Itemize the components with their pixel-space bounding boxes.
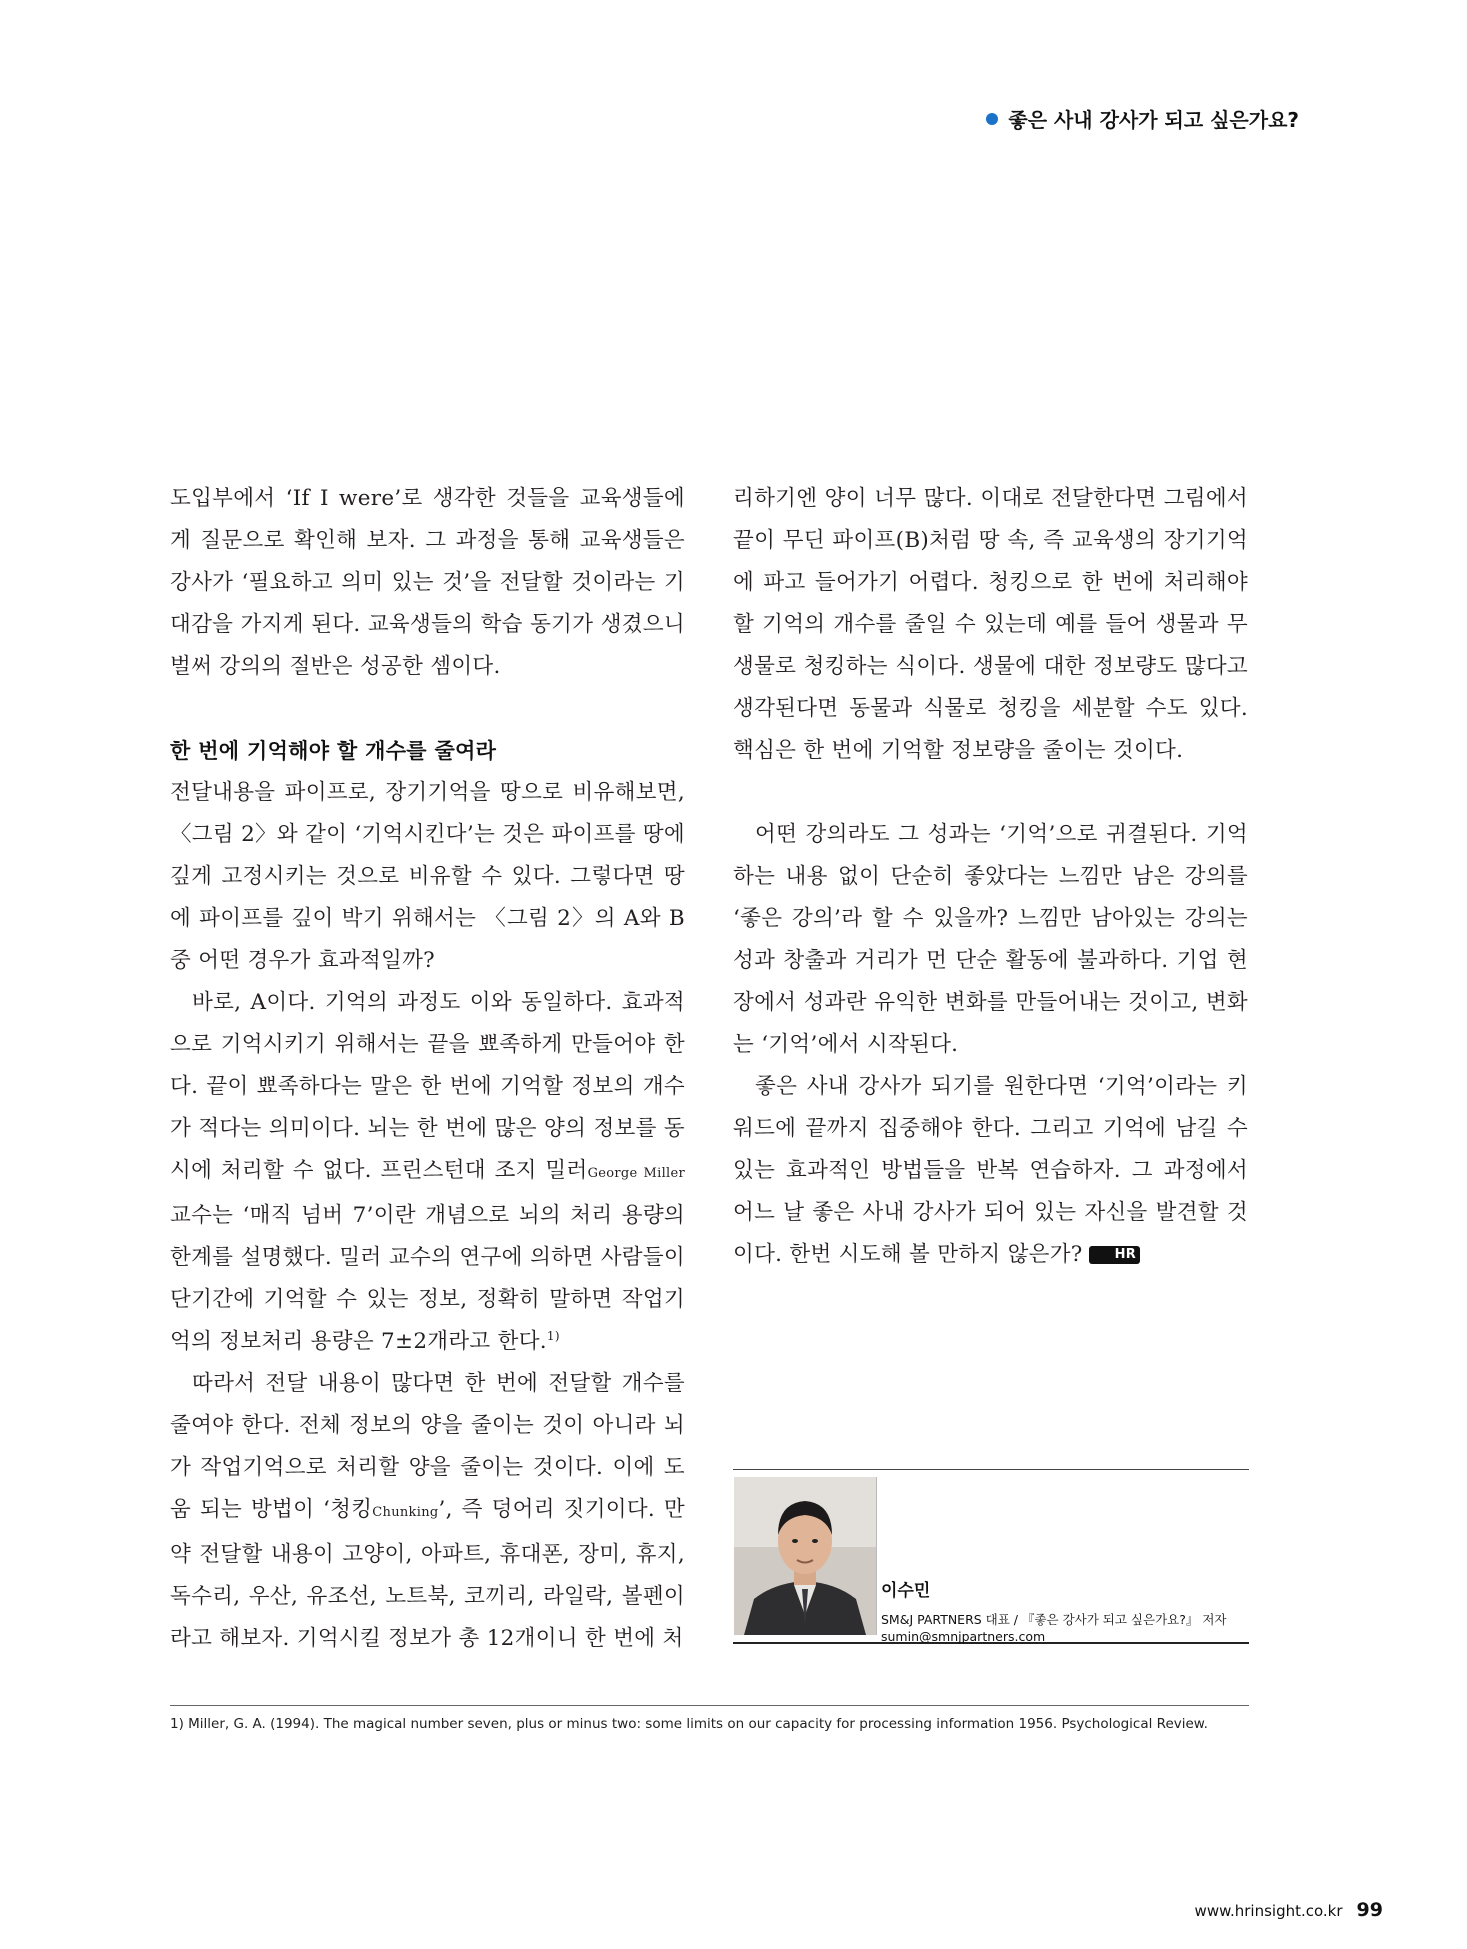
- author-info: [881, 1576, 1226, 1645]
- author-name: 이수민: [881, 1581, 931, 1601]
- text-run: 좋은 사내 강사가 되기를 원한다면 ‘기억’이라는 키워드에 끝까지 집중해야 한다. 그리고 기억에 남길 수 있는 효과적인 방법들을 반복 연습하자. 그 과정에서 어느 날 좋은 사내 강사가 되어 있는 자신을 발견할 것이다. 한번 시도해 볼 만하지 않은가?: [733, 1074, 1248, 1267]
- paragraph: 어떤 강의라도 그 성과는 ‘기억’으로 귀결된다. 기억하는 내용 없이 단순히 좋았다는 느낌만 남은 강의를 ‘좋은 강의’라 할 수 있을까? 느낌만 남아있는 강의는 성과 창출과 거리가 먼 단순 활동에 불과하다. 기업 현장에서 성과란 유익한 변화를 만들어내는 것이고, 변화는 ‘기억’에서 시작된다.: [733, 822, 1248, 1057]
- hr-logo-icon: HR: [1089, 1246, 1141, 1264]
- footnote-ref: 1): [546, 1328, 560, 1343]
- footnote: 1) Miller, G. A. (1994). The magical number seven, plus or minus two: some limits on our capacity for processing information 1956. Psychological Review.: [170, 1716, 1208, 1732]
- text-run: 따라서 전달 내용이 많다면 한 번에 전달할 개수를 줄여야 한다. 전체 정보의 양을 줄이는 것이 아니라 뇌가 작업기억으로 처리할 양을 줄이는 것이다. 이에 도움 되는 방법이 ‘청킹: [170, 1371, 685, 1522]
- paragraph: [733, 1066, 1248, 1276]
- footnote-divider: [170, 1705, 1249, 1706]
- text-run: 바로, A이다. 기억의 과정도 이와 동일하다. 효과적으로 기억시키기 위해서는 끝을 뾰족하게 만들어야 한다. 끝이 뾰족하다는 말은 한 번에 기억할 정보의 개수가 적다는 의미이다. 뇌는 한 번에 많은 양의 정보를 동시에 처리할 수 없다. 프린스턴대 조지 밀러: [170, 990, 685, 1183]
- paragraph: [170, 982, 685, 1363]
- author-box: [733, 1469, 1249, 1644]
- footer-url: www.hrinsight.co.kr: [1194, 1902, 1343, 1920]
- paragraph: 리하기엔 양이 너무 많다. 이대로 전달한다면 그림에서 끝이 무딘 파이프(B)처럼 땅 속, 즉 교육생의 장기기억에 파고 들어가기 어렵다. 청킹으로 한 번에 처리해야 할 기억의 개수를 줄일 수 있는데 예를 들어 생물과 무생물로 청킹하는 식이다. 생물에 대한 정보량도 많다고 생각된다면 동물과 식물로 청킹을 세분할 수도 있다. 핵심은 한 번에 기억할 정보량을 줄이는 것이다.: [733, 486, 1248, 763]
- left-column: [170, 478, 685, 1660]
- text-run: 교수는 ‘매직 넘버 7’이란 개념으로 뇌의 처리 용량의 한계를 설명했다. 밀러 교수의 연구에 의하면 사람들이 단기간에 기억할 수 있는 정보, 정확히 말하면 작업기억의 정보처리 용량은 7±2개라고 한다.: [170, 1203, 685, 1354]
- paragraph: 전달내용을 파이프로, 장기기억을 땅으로 비유해보면, 〈그림 2〉와 같이 ‘기억시킨다’는 것은 파이프를 땅에 깊게 고정시키는 것으로 비유할 수 있다. 그렇다면 땅에 파이프를 깊이 박기 위해서는 〈그림 2〉의 A와 B 중 어떤 경우가 효과적일까?: [170, 780, 685, 973]
- paragraph: [170, 1363, 685, 1660]
- paragraph: 도입부에서 ‘If I were’로 생각한 것들을 교육생들에게 질문으로 확인해 보자. 그 과정을 통해 교육생들은 강사가 ‘필요하고 의미 있는 것’을 전달할 것이라는 기대감을 가지게 된다. 교육생들의 학습 동기가 생겼으니 벌써 강의의 절반은 성공한 셈이다.: [170, 486, 685, 679]
- section-header: [986, 104, 1299, 133]
- right-column: [733, 478, 1248, 1276]
- page-footer: [1195, 1899, 1383, 1921]
- section-title: 좋은 사내 강사가 되고 싶은가요?: [1008, 108, 1299, 132]
- latin-name: George Miller: [587, 1166, 685, 1181]
- subheading: 한 번에 기억해야 할 개수를 줄여라: [170, 739, 497, 763]
- author-photo: [734, 1477, 877, 1635]
- author-title: SM&J PARTNERS 대표 / 『좋은 강사가 되고 싶은가요?』 저자: [881, 1612, 1227, 1627]
- bullet-dot-icon: [986, 113, 998, 125]
- page-number: 99: [1356, 1899, 1383, 1921]
- latin-term: Chunking: [372, 1505, 439, 1520]
- author-email: sumin@smnjpartners.com: [881, 1629, 1046, 1644]
- text-run: ’, 즉 덩어리 짓기이다. 만약 전달할 내용이 고양이, 아파트, 휴대폰, 장미, 휴지, 독수리, 우산, 유조선, 노트북, 코끼리, 라일락, 볼펜이라고 해보자. 기억시킬 정보가 총 12개이니 한 번에 처: [170, 1497, 685, 1651]
